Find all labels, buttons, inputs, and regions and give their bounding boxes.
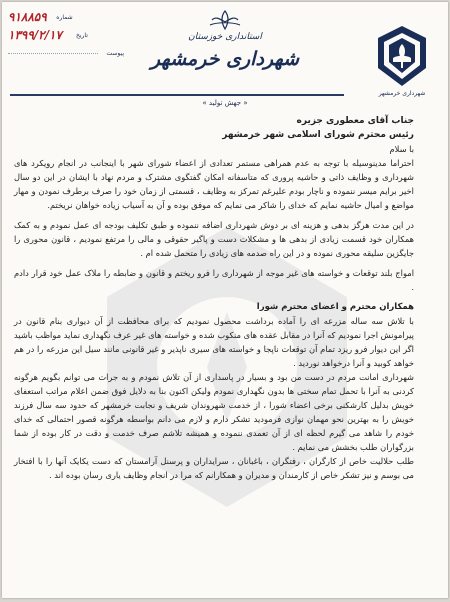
greeting: با سلام: [389, 144, 414, 154]
number-row: [8, 8, 128, 26]
attachment-label: پیوست: [106, 49, 124, 57]
number-label: شماره: [56, 13, 73, 21]
logo-caption: شهرداری خرمشهر: [378, 90, 426, 97]
letter-number: ۹۱۸۸۵۹: [8, 10, 47, 24]
paragraph: با تلاش سه ساله مزرعه ای را آماده برداشت محصول نمودیم که برای محافظت از آن دیواری بنام قانون در پیرامونش اجرا نمودیم که آنرا در مقابل عقده های منکوب شده و خواسته های غیر عرف نگهداری نماید مواظب باشید اگر این دیوار فرو ریزد تمام آن توقعات ناپجا و خواسته های سیری ناپذیر و غیر قانونی مانند سیل این مزرعه را در هم خواهد کوبید و آنرا درخواهد نوردید .: [14, 316, 414, 368]
letterhead: [2, 2, 448, 112]
municipality-emblem-icon: [374, 24, 430, 88]
attachment-line: [8, 53, 98, 54]
paragraph: امواج بلند توقعات و خواسته های غیر موجه از شهرداری را فرو ریختم و قانون و ضابطه را ملاک عمل خود قرار دادم .: [14, 268, 414, 292]
municipality-name: شهرداری خرمشهر: [150, 48, 300, 70]
national-emblem-icon: [208, 10, 242, 30]
paragraph: احتراما مدینوسیله با توجه به عدم همراهی مستمر تعدادی از اعضاء شورای شهر با اینجانب در انجام رویکرد های شهرداری و وظایف ذاتی و حاشیه پروری که متاسفانه امکان گفتگوی مشترک و مردم نهاد با ایشان در این دو سال اخیر برایم میسر ننموده و ناچار بودم علیرغم تمرکز به وظایف ، قسمتی از زمان خود را صرف برطرف نمودن و مهار مواضع و امیال حاشیه نمایم که خدای را شاکر می نمایم که موفق بوده و آن به آسیاب زیاده خواهان نریختم.: [14, 158, 414, 210]
section-heading: همکاران محترم و اعضای محترم شورا: [256, 302, 414, 312]
province-name: استانداری خوزستان: [188, 32, 262, 42]
attachment-row: [8, 44, 128, 62]
paragraph: در این مدت هرگز بدهی و هزینه ای بر دوش شهرداری اضافه ننموده و طبق تکلیف بودجه ای عمل نمودم و به کمک همکاران خود قسمت زیادی از بدهی ها و مشکلات دست و پاگیر حقوقی و مالی را مرتفع نمودیم ، قانون محوری را جایگزین سلیقه محوری نموده و در این راه صدمه های زیادی را متحمل شده ام .: [14, 220, 414, 258]
letter-body: [14, 114, 414, 482]
letter-date: ۱۳۹۹/۲/۱۷: [8, 28, 62, 42]
paragraph: شهرداری امانت مردم در دست من بود و بسیار در پاسداری از آن تلاش نمودم و به جرات می توانم بگویم هرگونه کردنی به آنرا با تحمل تمام سختی ها بدون نگهداری نمودم ولیکن اکنون بنا به دلایل فوق ضمن اعلام مراتب استعفای خویش بدلیل کارشکنی برخی اعضاء شورا ، از خدمت شهروندان شریف و نجابت خرمشهر که حدود سه سال فرزند خویش را به بهترین نحو مهمان نوازی فرمودید تشکر دارم و لازم می دانم بواسطه هرگونه قصور احتمالی که خدای خودم را شاهد می گیرم لحظه ای از آن تعمدی ننموده و همیشه تلاشم صرف خدمت و دقت در کار بوده از شما بزرگواران طلب بخشش می نمایم .: [14, 372, 414, 452]
addressee-title: رئیس محترم شورای اسلامی شهر خرمشهر: [222, 130, 414, 140]
addressee-name: جناب آقای معطوری جزیره: [296, 116, 414, 126]
date-row: [8, 26, 128, 44]
date-label: تاریخ: [75, 31, 88, 39]
header-rule: [10, 94, 344, 96]
paragraph: طلب حلالیت خاص از کارگران ، رفتگران ، باغبانان ، سرایداران و پرسنل آرامستان که دست یکایک آنها را با افتخار می بوسم و نیز تشکر خاص از کارمندان و مدیران و همکارانم که مرا در انجام وظایف یاری رسان بوده اند .: [14, 456, 414, 480]
motto: « جهش تولید »: [202, 99, 248, 107]
reference-block: [8, 8, 128, 62]
letter-page: [2, 2, 448, 598]
